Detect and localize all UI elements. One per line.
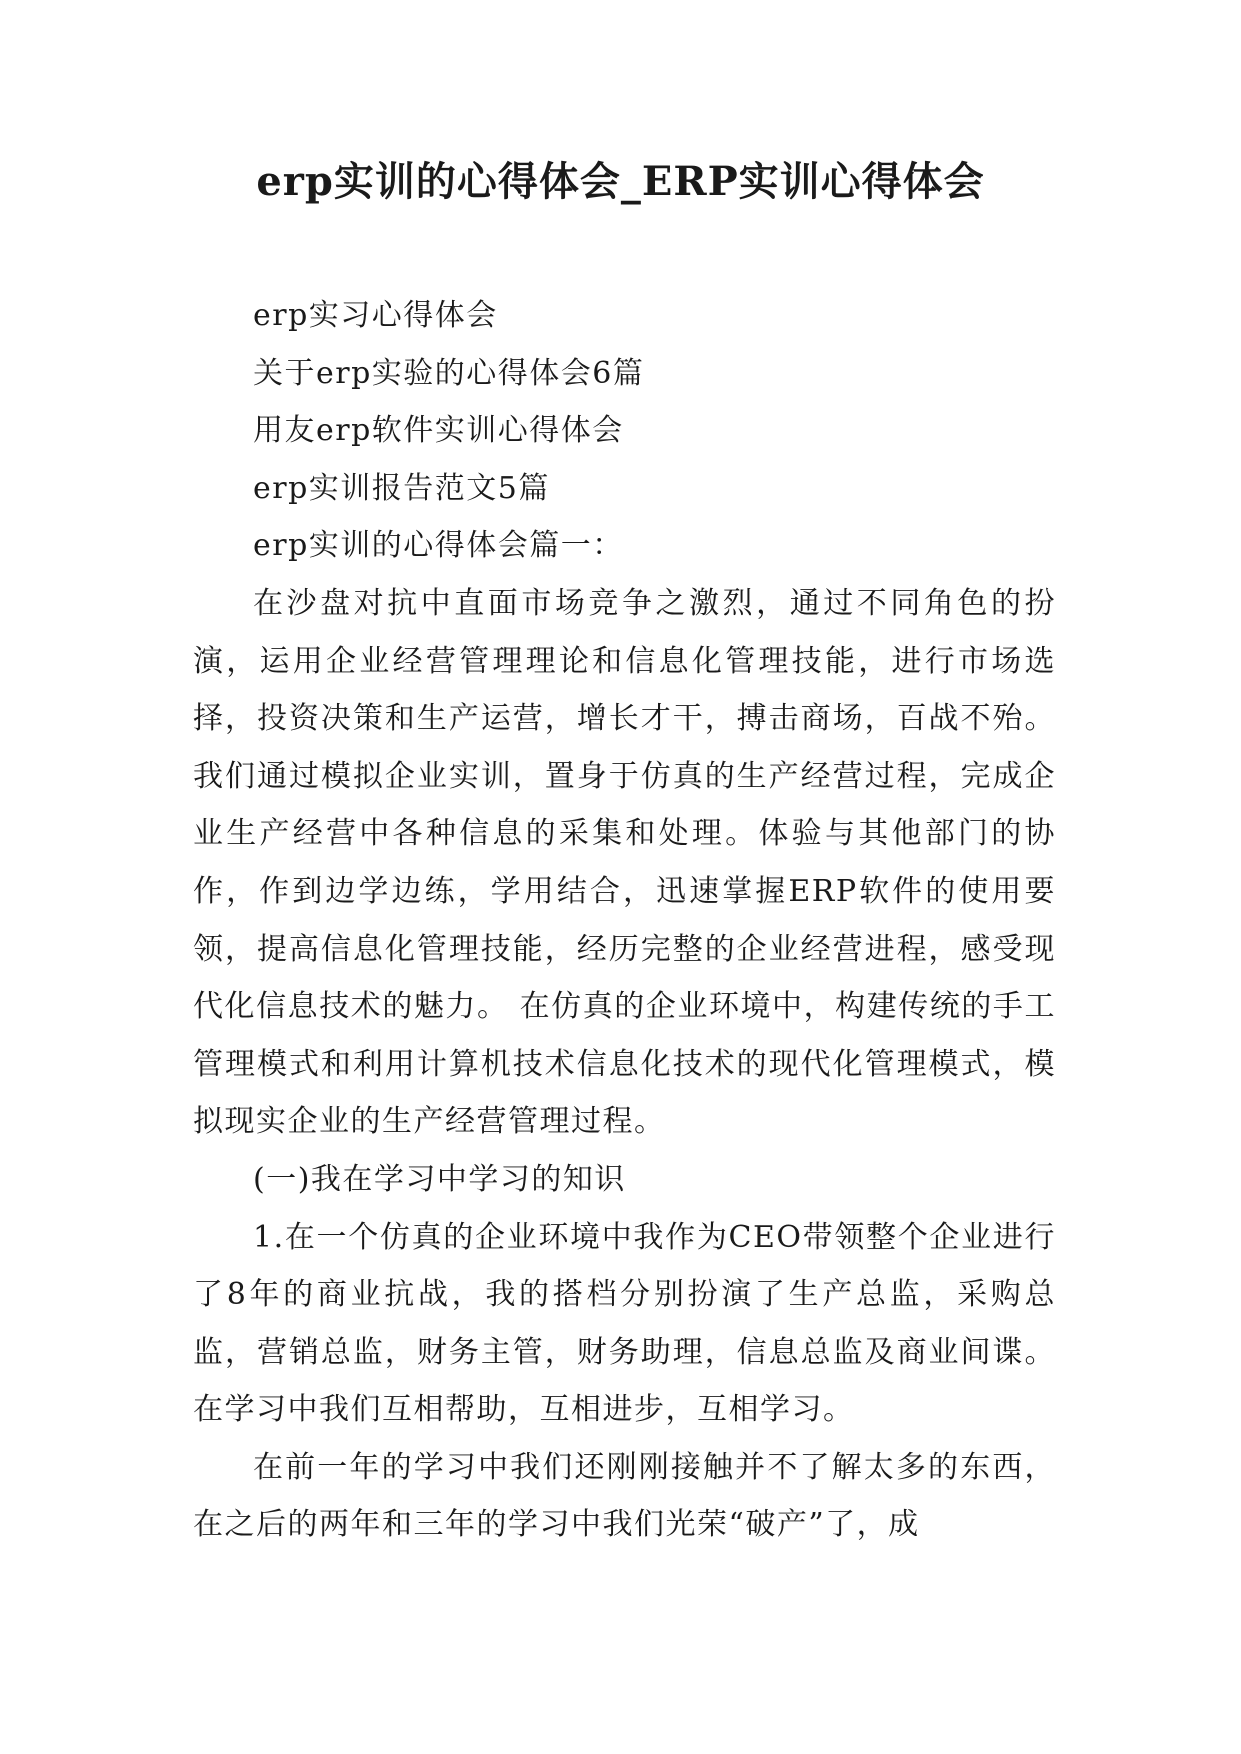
body-line: 用友erp软件实训心得体会 — [253, 413, 624, 449]
body-paragraph: 在前一年的学习中我们还刚刚接触并不了解太多的东西，在之后的两年和三年的学习中我们光荣“破产”了，成 — [193, 1449, 1056, 1543]
body-line: erp实训报告范文5篇 — [253, 470, 550, 506]
body-line: erp实习心得体会 — [253, 298, 498, 333]
body-line: 关于erp实验的心得体会6篇 — [253, 355, 645, 391]
subsection-heading: (一)我在学习中学习的知识 — [253, 1161, 626, 1197]
body-paragraph: 1.在一个仿真的企业环境中我作为CEO带领整个企业进行了8年的商业抗战，我的搭档分别扮演了生产总监，采购总监，营销总监，财务主管，财务助理，信息总监及商业间谍。在学习中我们互相帮助，互相进步，互相学习。 — [193, 1219, 1056, 1428]
section-heading: erp实训的心得体会篇一： — [253, 528, 624, 564]
document-title: erp实训的心得体会_ERP实训心得体会 — [256, 158, 985, 205]
body-paragraph: 在沙盘对抗中直面市场竞争之激烈，通过不同角色的扮演，运用企业经营管理理论和信息化管理技能，进行市场选择，投资决策和生产运营，增长才干，搏击商场，百战不殆。我们通过模拟企业实训，置身于仿真的生产经营过程，完成企业生产经营中各种信息的采集和处理。体验与其他部门的协作，作到边学边练，学用结合，迅速掌握ERP软件的使用要领，提高信息化管理技能，经历完整的企业经营进程，感受现代化信息技术的魅力。 在仿真的企业环境中，构建传统的手工管理模式和利用计算机技术信息化技术的现代化管理模式，模拟现实企业的生产经营管理过程。 — [193, 585, 1056, 1140]
document-body — [193, 287, 1056, 1554]
